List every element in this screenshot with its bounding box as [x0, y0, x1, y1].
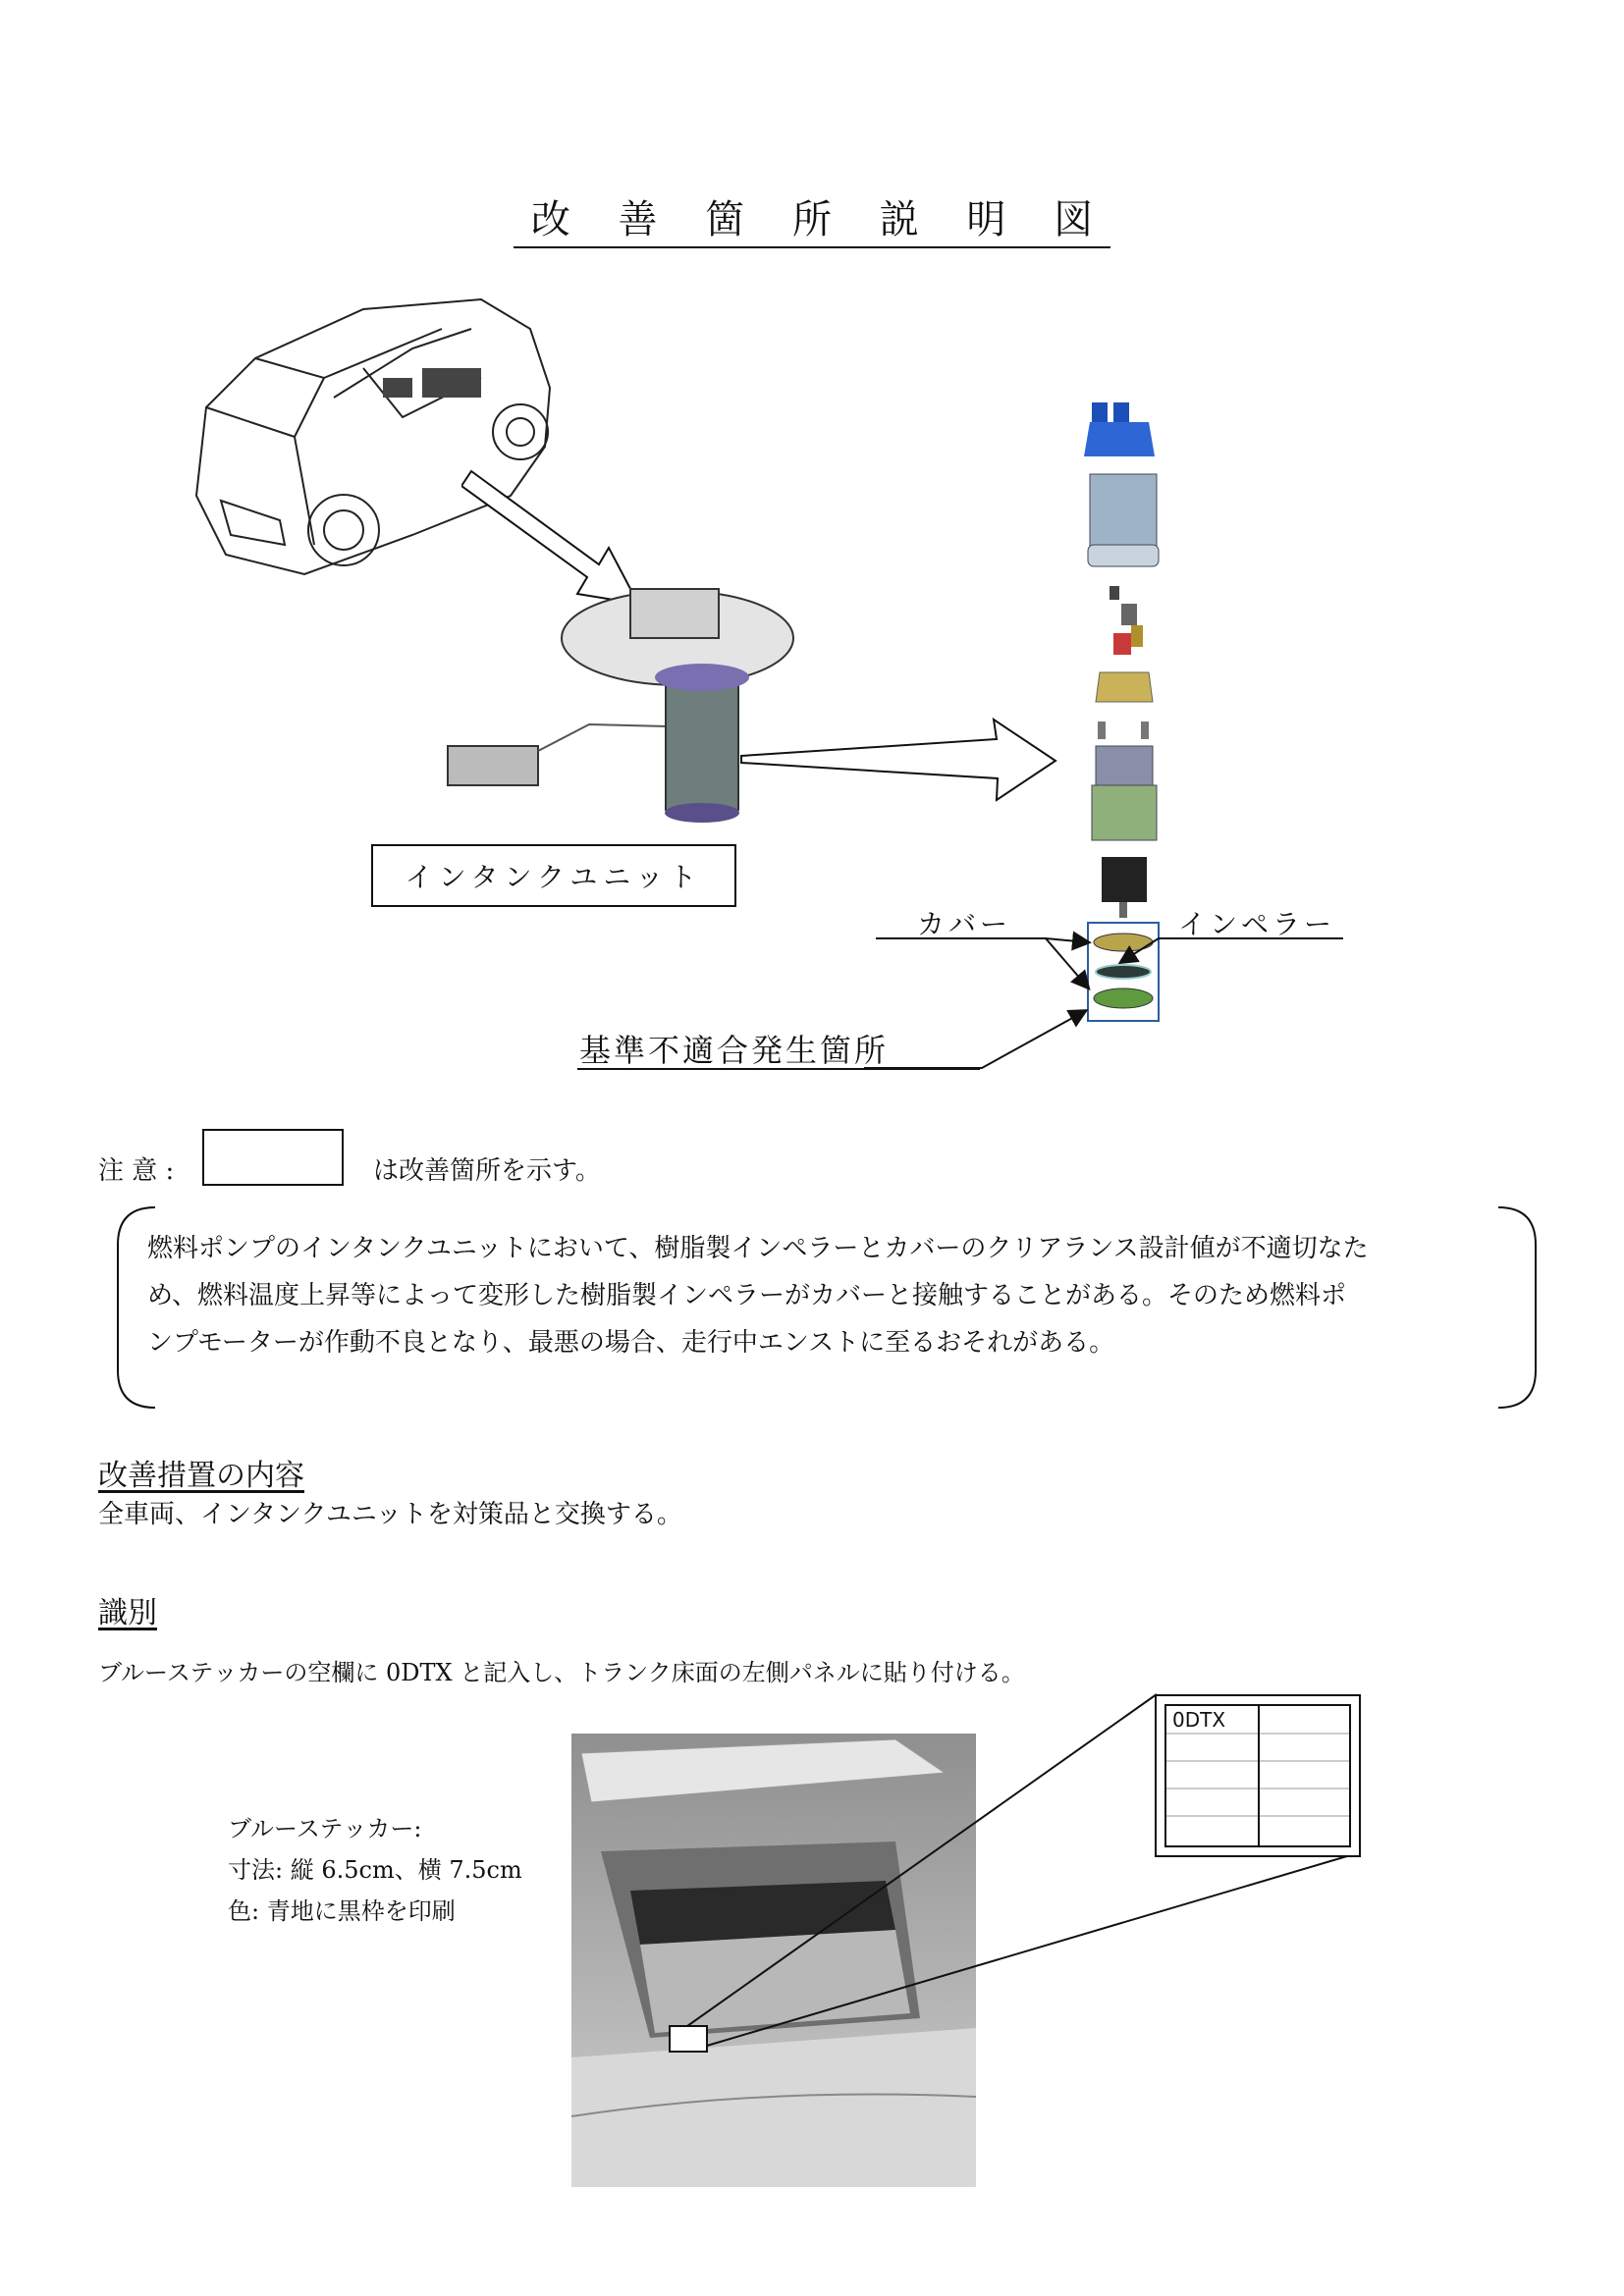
note-prefix: 注 意 : [98, 1156, 175, 1186]
sticker-grid [1164, 1704, 1351, 1847]
note-text: は改善箇所を示す。 [373, 1156, 601, 1186]
sticker-code: 0DTX [1172, 1708, 1226, 1732]
blue-sticker-enlarged [1155, 1694, 1361, 1857]
page-title: 改 善 箇 所 説 明 図 [0, 188, 1624, 244]
measures-heading: 改善措置の内容 [98, 1459, 304, 1493]
arrow-unit-to-pump-icon [736, 712, 1070, 810]
cover-label: カバー [917, 908, 1012, 940]
note-sample-box [202, 1129, 344, 1186]
description-line: ンプモーターが作動不良となり、最悪の場合、走行中エンストに至るおそれがある。 [147, 1328, 1115, 1358]
identification-text: ブルーステッカーの空欄に 0DTX と記入し、トランク床面の左側パネルに貼り付ける。 [98, 1659, 1025, 1686]
sticker-size: 寸法: 縦 6.5cm、横 7.5cm [228, 1856, 522, 1884]
impeller-label: インペラー [1178, 908, 1336, 940]
sticker-title: ブルーステッカー: [228, 1815, 422, 1842]
defect-location-label: 基準不適合発生箇所 [579, 1032, 890, 1069]
sticker-color: 色: 青地に黒枠を印刷 [228, 1897, 456, 1925]
description-line: 燃料ポンプのインタンクユニットにおいて、樹脂製インペラーとカバーのクリアランス設計値が不適切なた [147, 1234, 1369, 1263]
sticker-info [228, 1808, 522, 1932]
description-line: め、燃料温度上昇等によって変形した樹脂製インペラーがカバーと接触することがある。そのため燃料ポ [147, 1281, 1346, 1310]
identification-heading: 識別 [98, 1596, 157, 1630]
measures-text: 全車両、インタンクユニットを対策品と交換する。 [98, 1500, 682, 1529]
defect-description [147, 1225, 1502, 1366]
in-tank-unit-label: インタンクユニット [371, 844, 736, 907]
